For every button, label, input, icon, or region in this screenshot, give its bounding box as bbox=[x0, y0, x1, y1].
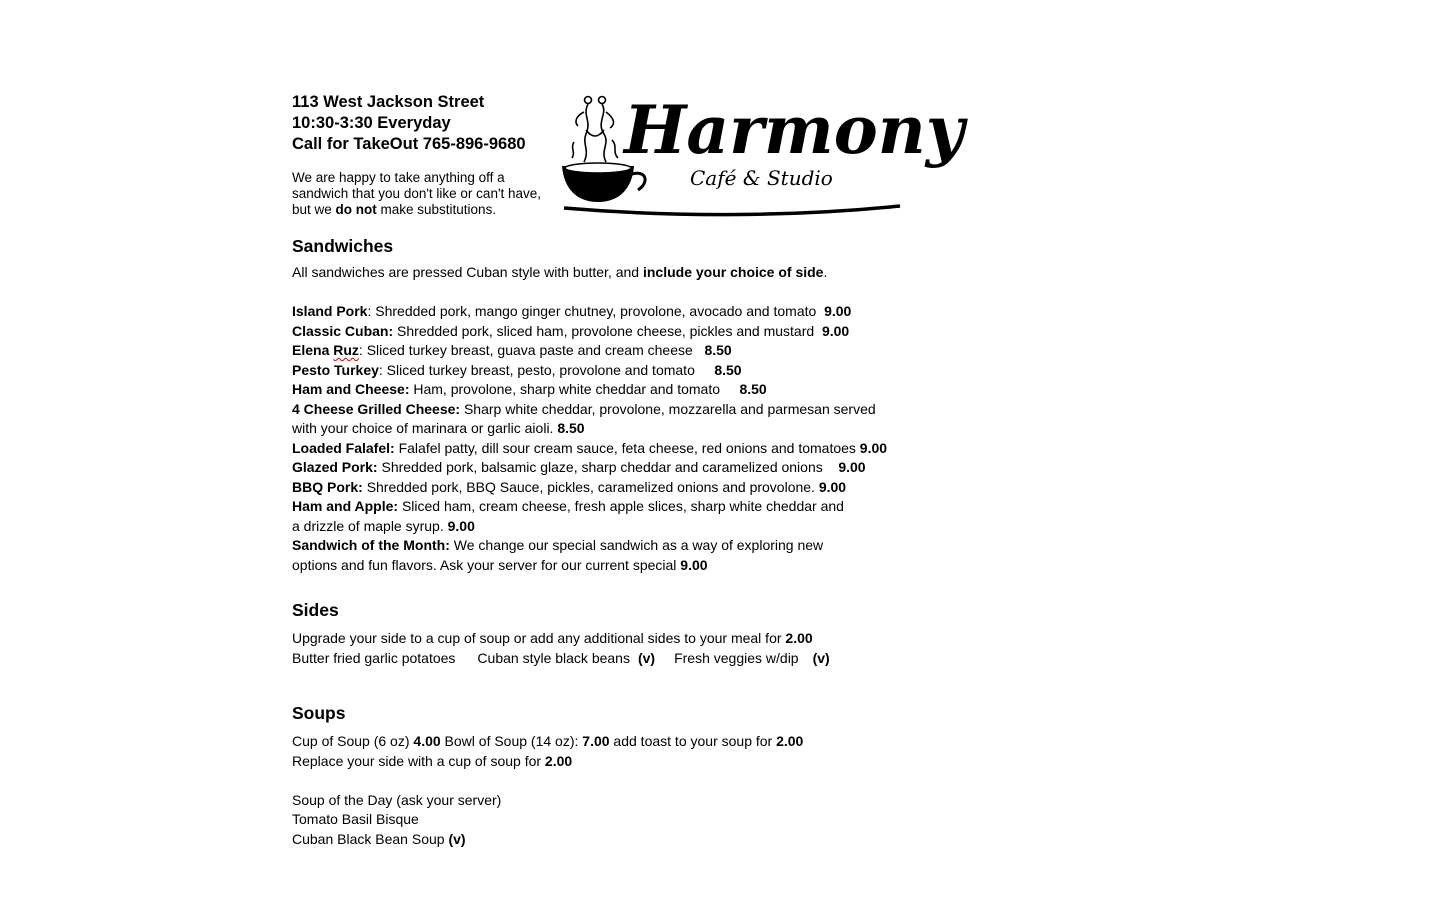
side-option: Fresh veggies w/dip bbox=[674, 649, 799, 666]
menu-item: Pesto Turkey: Sliced turkey breast, pesto, provolone and tomato 8.50 bbox=[292, 361, 742, 378]
sides-options bbox=[292, 649, 892, 669]
menu-item: Loaded Falafel: Falafel patty, dill sour cream sauce, feta cheese, red onions and tomatoes 9.00 bbox=[292, 439, 888, 456]
sandwiches-section bbox=[292, 236, 892, 575]
menu-item: Glazed Pork: Shredded pork, balsamic glaze, sharp cheddar and caramelized onions 9.00 bbox=[292, 459, 866, 475]
menu-item: Classic Cuban: Shredded pork, sliced ham, provolone cheese, pickles and mustard 9.00 bbox=[292, 322, 850, 339]
price: 8.50 bbox=[714, 361, 742, 378]
price: 9.00 bbox=[447, 517, 475, 534]
soup-of-day: Soup of the Day (ask your server) bbox=[292, 791, 502, 808]
side-option: Cuban style black beans bbox=[477, 649, 630, 666]
logo-tagline: Café & Studio bbox=[690, 166, 833, 190]
soups-heading: Soups bbox=[292, 703, 346, 723]
hours: 10:30-3:30 Everyday bbox=[292, 114, 451, 132]
soup-prices: Cup of Soup (6 oz) 4.00 Bowl of Soup (14 oz): 7.00 add toast to your soup for 2.00 bbox=[292, 733, 804, 749]
price: 8.50 bbox=[704, 342, 732, 358]
price: 8.50 bbox=[739, 381, 767, 397]
menu-item: Sandwich of the Month: We change our special sandwich as a way of exploring new options and fun flavors. Ask your server for our current special 9.00 bbox=[292, 537, 824, 573]
sides-heading: Sides bbox=[292, 600, 339, 620]
vegan-tag: (v) bbox=[812, 649, 830, 666]
soup-item: Tomato Basil Bisque bbox=[292, 811, 419, 827]
side-option: Butter fried garlic potatoes bbox=[292, 649, 456, 666]
menu-item: Ham and Cheese: Ham, provolone, sharp white cheddar and tomato 8.50 bbox=[292, 381, 767, 397]
harmony-logo bbox=[562, 90, 965, 220]
vegan-tag: (v) bbox=[448, 830, 466, 847]
logo-name: Harmony bbox=[624, 91, 965, 169]
substitution-note: We are happy to take anything off a sandwich that you don't like or can't have, but we do not make substitutions. bbox=[292, 170, 542, 217]
price: 9.00 bbox=[821, 322, 850, 339]
menu-item: Island Pork: Shredded pork, mango ginger chutney, provolone, avocado and tomato 9.00 bbox=[292, 303, 852, 319]
sandwiches-heading: Sandwiches bbox=[292, 236, 394, 256]
menu-page bbox=[292, 90, 965, 847]
sandwiches-intro: All sandwiches are pressed Cuban style with butter, and include your choice of side. bbox=[292, 264, 828, 280]
price: 8.50 bbox=[557, 420, 585, 436]
menu-item: 4 Cheese Grilled Cheese: Sharp white cheddar, provolone, mozzarella and parmesan served with your choice of marinara or garlic aioli. 8.50 bbox=[292, 400, 876, 436]
price: 9.00 bbox=[859, 439, 888, 456]
vegan-tag: (v) bbox=[637, 649, 656, 666]
soup-item: Cuban Black Bean Soup (v) bbox=[292, 830, 466, 847]
menu-item: Ham and Apple: Sliced ham, cream cheese, fresh apple slices, sharp white cheddar and a drizzle of maple syrup. 9.00 bbox=[292, 498, 844, 534]
contact-block bbox=[292, 92, 526, 155]
menu-item: Elena Ruz: Sliced turkey breast, guava paste and cream cheese 8.50 bbox=[292, 342, 732, 358]
price: 9.00 bbox=[838, 459, 866, 475]
price: 9.00 bbox=[680, 556, 708, 573]
takeout-phone: Call for TakeOut 765-896-9680 bbox=[292, 135, 526, 153]
menu-item: BBQ Pork: Shredded pork, BBQ Sauce, pickles, caramelized onions and provolone. 9.00 bbox=[292, 478, 847, 495]
menu-header bbox=[292, 90, 965, 230]
price: 9.00 bbox=[818, 478, 847, 495]
soup-replace: Replace your side with a cup of soup for 2.00 bbox=[292, 752, 573, 769]
address: 113 West Jackson Street bbox=[292, 93, 485, 111]
sides-upgrade: Upgrade your side to a cup of soup or add any additional sides to your meal for 2.00 bbox=[292, 630, 813, 646]
soups-section bbox=[292, 703, 892, 849]
price: 9.00 bbox=[824, 303, 852, 319]
sides-section bbox=[292, 600, 892, 668]
